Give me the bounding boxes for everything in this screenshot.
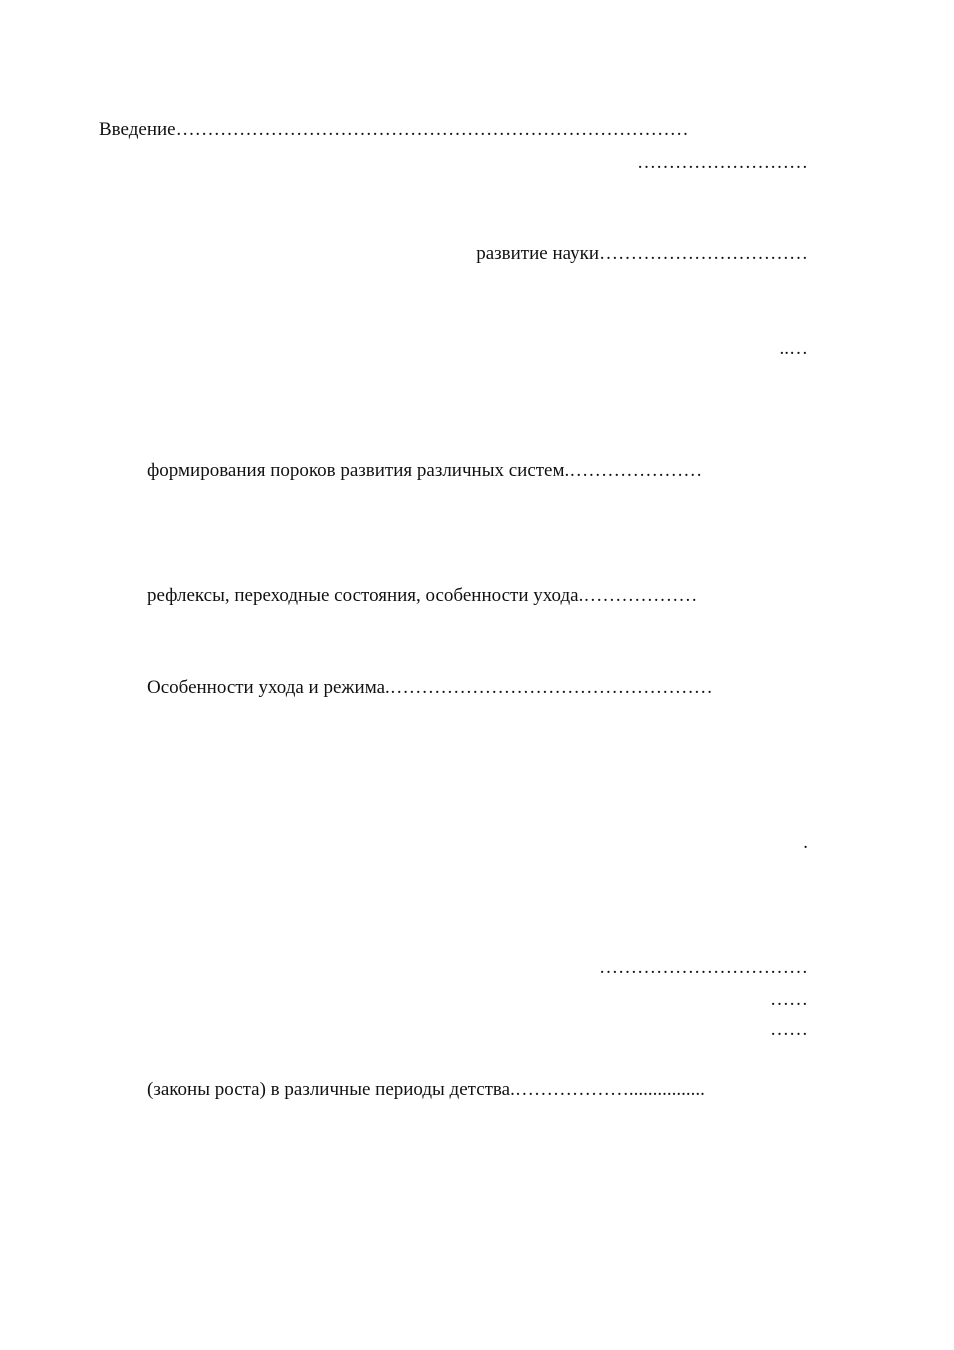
toc-entry-growth-laws: (законы роста) в различные периоды детства.………………................ <box>147 1079 705 1100</box>
toc-entry-dot: . <box>803 832 808 853</box>
toc-entry-dots-1: ……………………… <box>637 152 808 173</box>
toc-entry-dots-4: …… <box>770 989 808 1010</box>
toc-entry-dots-2: ..… <box>779 338 808 359</box>
toc-entry-dots-5: …… <box>770 1019 808 1040</box>
toc-entry-introduction: Введение……………………………………………………………………… <box>99 119 689 140</box>
toc-entry-science-development: развитие науки…………………………… <box>476 243 808 264</box>
toc-entry-reflexes: рефлексы, переходные состояния, особенности ухода.……………… <box>147 585 698 606</box>
toc-entry-dots-3: …………………………… <box>599 957 808 978</box>
toc-entry-care-regime: Особенности ухода и режима.…………………………………………… <box>147 677 713 698</box>
toc-entry-malformations: формирования пороков развития различных систем.………………… <box>147 460 703 481</box>
